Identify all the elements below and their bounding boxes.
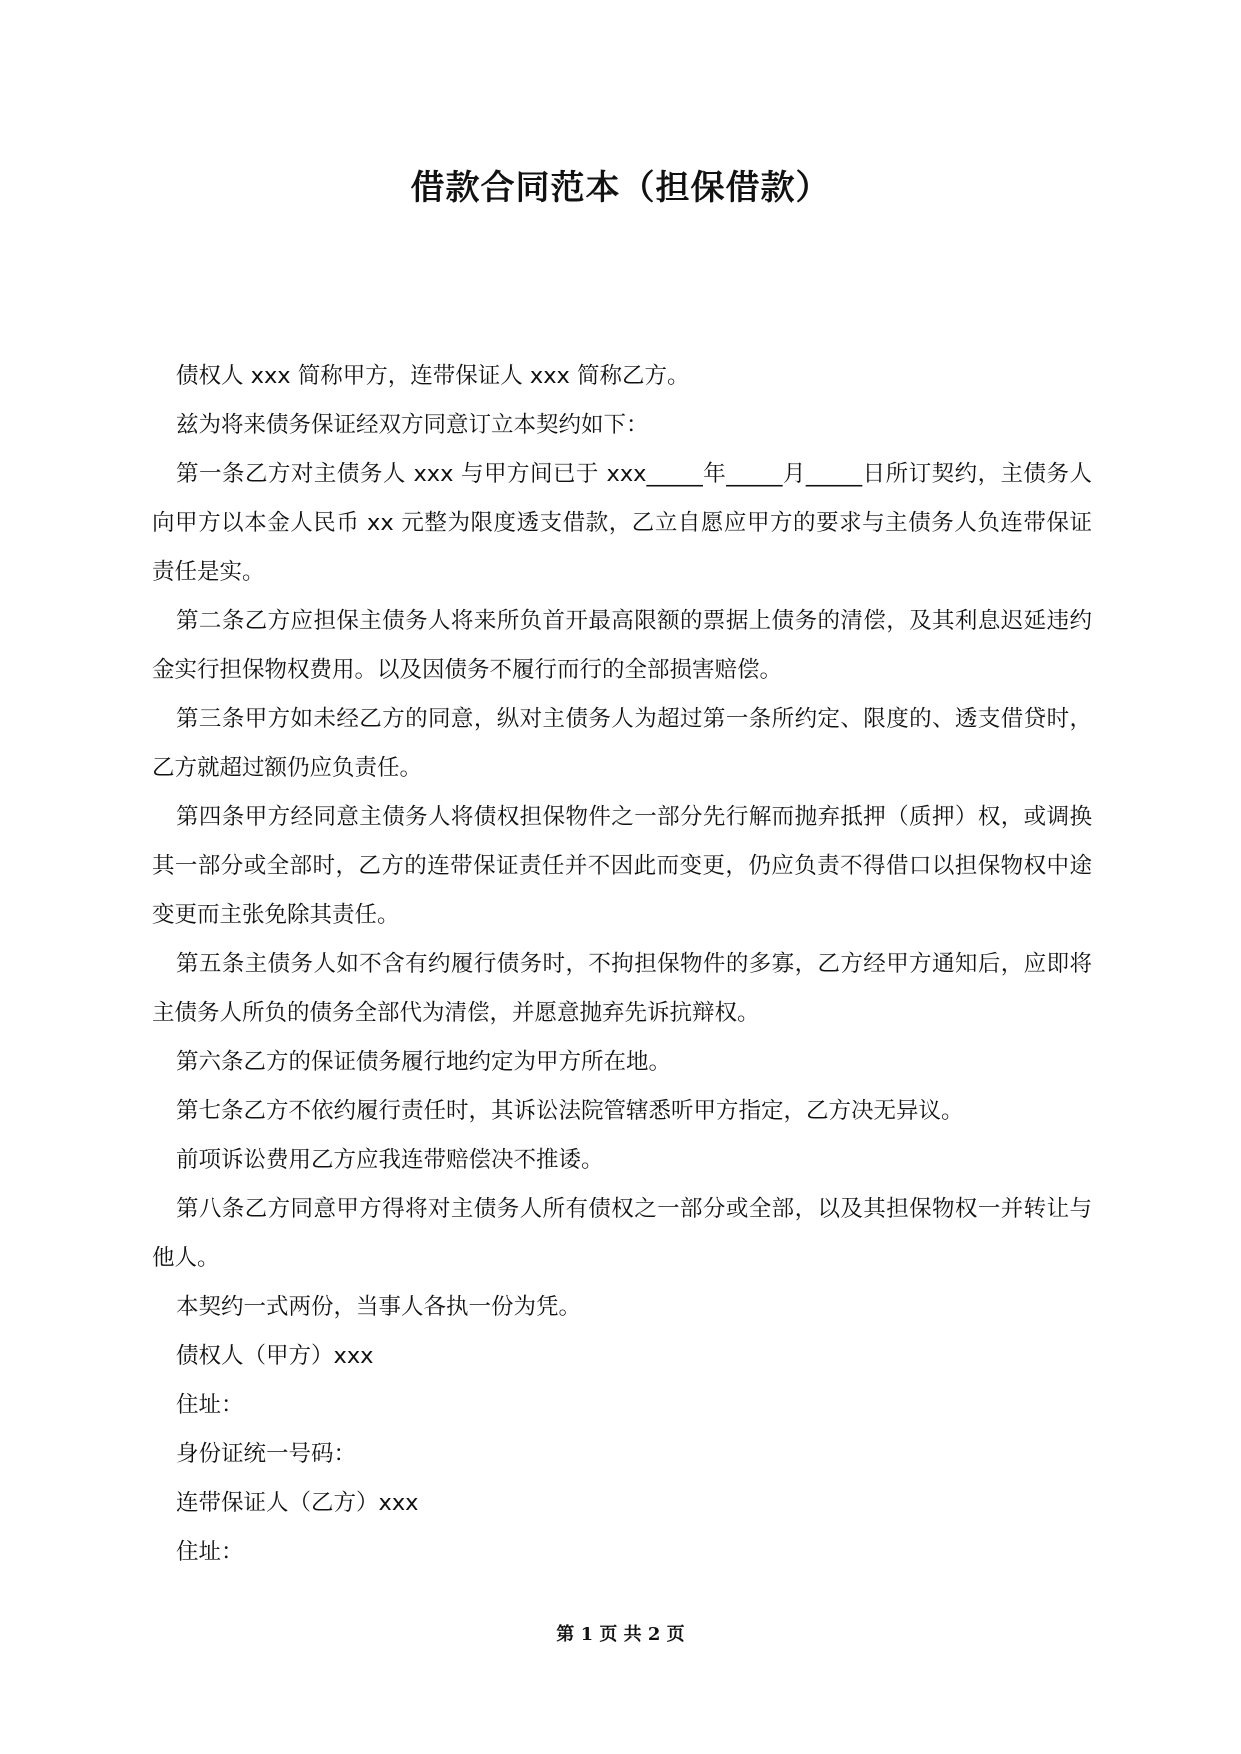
paragraph: 第二条乙方应担保主债务人将来所负首开最高限额的票据上债务的清偿，及其利息迟延违约金实行担保物权费用。以及因债务不履行而行的全部损害赔偿。 (152, 608, 1092, 683)
paragraph: 住址： (176, 1539, 244, 1565)
paragraph: 连带保证人（乙方）xxx (176, 1490, 419, 1516)
paragraph: 第八条乙方同意甲方得将对主债务人所有债权之一部分或全部，以及其担保物权一并转让与他人。 (152, 1196, 1092, 1271)
paragraph: 第五条主债务人如不含有约履行债务时，不拘担保物件的多寡，乙方经甲方通知后，应即将主债务人所负的债务全部代为清偿，并愿意抛弃先诉抗辩权。 (152, 951, 1092, 1026)
paragraph: 兹为将来债务保证经双方同意订立本契约如下： (176, 412, 649, 438)
paragraph: 身份证统一号码： (176, 1441, 357, 1467)
page-number: 第 1 页 共 2 页 (556, 1624, 685, 1645)
paragraph: 前项诉讼费用乙方应我连带赔偿决不推诿。 (176, 1147, 604, 1173)
paragraph: 第一条乙方对主债务人 xxx 与甲方间已于 xxx_____年_____月_____日所订契约，主债务人向甲方以本金人民币 xx 元整为限度透支借款，乙立自愿应甲方的要求与主债务人负连带保证责任是实。 (152, 461, 1092, 585)
paragraph: 本契约一式两份，当事人各执一份为凭。 (176, 1294, 582, 1320)
paragraph: 第六条乙方的保证债务履行地约定为甲方所在地。 (176, 1049, 672, 1075)
paragraph: 第三条甲方如未经乙方的同意，纵对主债务人为超过第一条所约定、限度的、透支借贷时，乙方就超过额仍应负责任。 (152, 706, 1092, 781)
paragraph: 住址： (176, 1392, 244, 1418)
paragraph: 债权人 xxx 简称甲方，连带保证人 xxx 简称乙方。 (176, 363, 690, 389)
document-body (152, 352, 1092, 1577)
document-title: 借款合同范本（担保借款） (410, 168, 831, 208)
paragraph: 第四条甲方经同意主债务人将债权担保物件之一部分先行解而抛弃抵押（质押）权，或调换其一部分或全部时，乙方的连带保证责任并不因此而变更，仍应负责不得借口以担保物权中途变更而主张免除其责任。 (152, 804, 1092, 928)
paragraph: 第七条乙方不依约履行责任时，其诉讼法院管辖悉听甲方指定，乙方决无异议。 (176, 1098, 964, 1124)
paragraph: 债权人（甲方）xxx (176, 1343, 374, 1369)
